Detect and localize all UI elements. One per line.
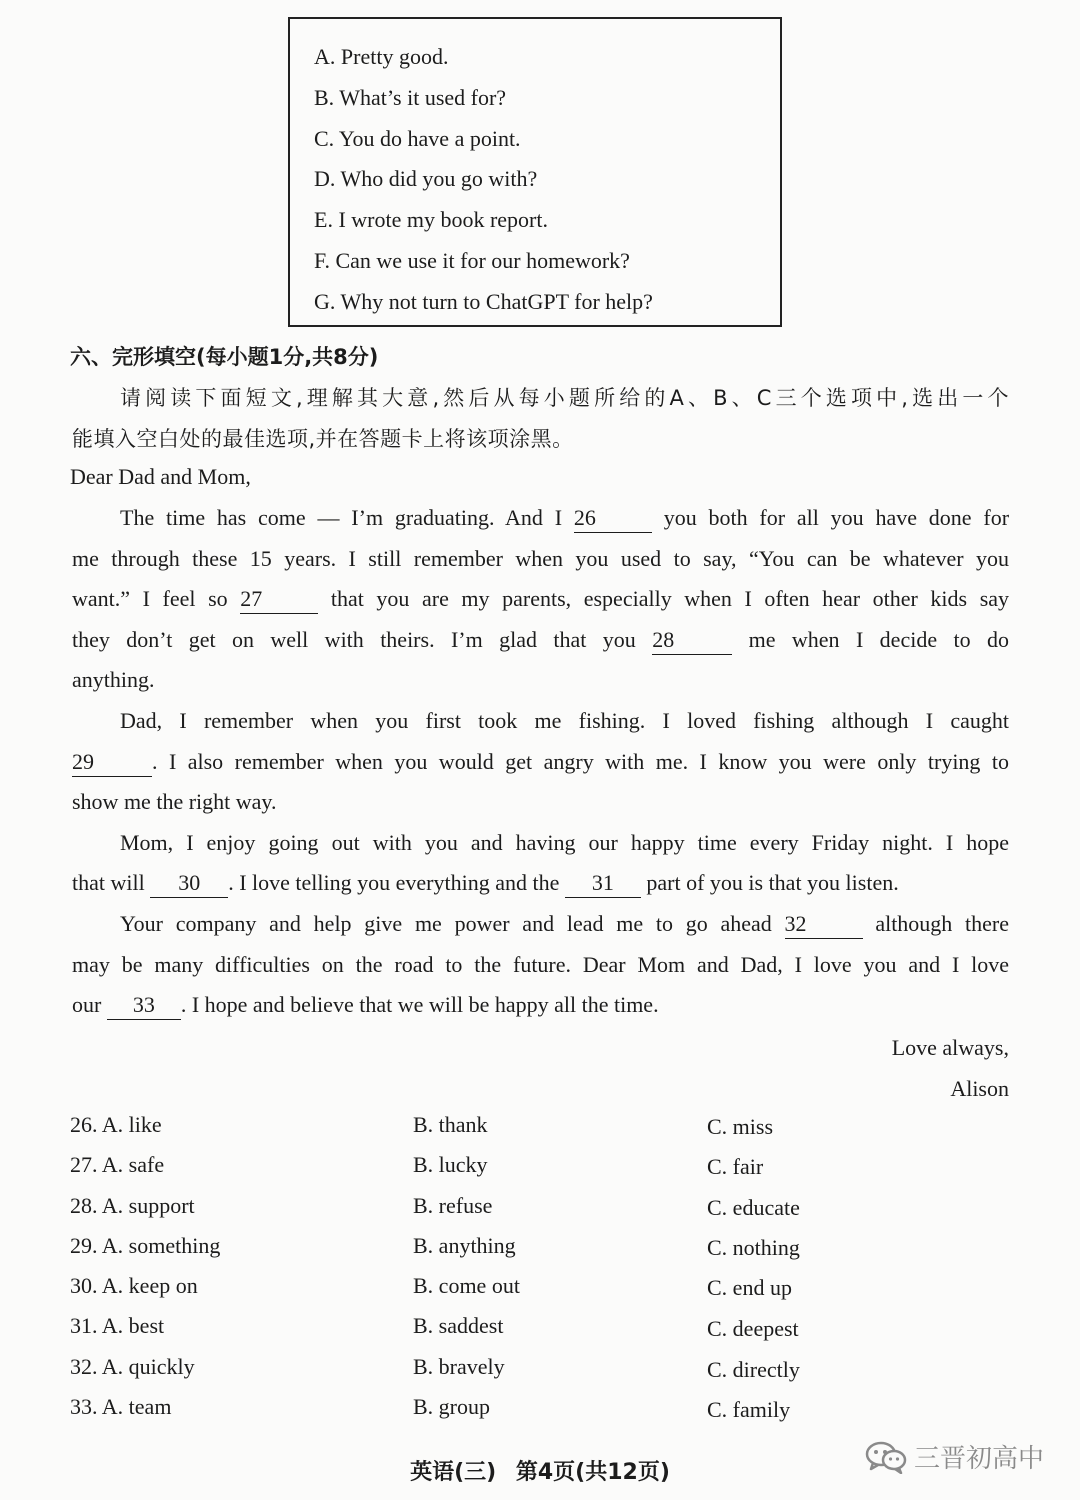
question-27-a: 27. A. safe	[70, 1152, 165, 1177]
letter-closing: Love always,	[891, 1035, 1009, 1060]
letter-line-7: 29 . I also remember when you would get angry with me. I know you were only trying to	[72, 747, 1009, 777]
letter-greeting: Dear Dad and Mom,	[70, 464, 251, 489]
question-26-a: 26. A. like	[70, 1112, 162, 1137]
question-26-b: B. thank	[413, 1112, 488, 1137]
blank-28: 28	[652, 628, 732, 655]
question-31-a: 31. A. best	[70, 1313, 165, 1338]
letter-line-9: Mom, I enjoy going out with you and having our happy time every Friday night. I hope	[120, 830, 1009, 855]
blank-29: 29	[72, 750, 152, 777]
question-30-c: C. end up	[707, 1275, 792, 1300]
letter-line-13: our 33 . I hope and believe that we will be happy all the time.	[72, 990, 659, 1020]
letter-line-10: that will 30 . I love telling you everything and the 31 part of you is that you listen.	[72, 868, 899, 898]
option-f: F. Can we use it for our homework?	[314, 248, 630, 273]
footer-subject: 英语(三)	[410, 1460, 497, 1485]
question-32-a: 32. A. quickly	[70, 1354, 195, 1379]
question-28-b: B. refuse	[413, 1193, 493, 1218]
footer-page-number: 第4页(共12页)	[515, 1460, 670, 1485]
blank-30: 30	[150, 871, 228, 898]
question-26-c: C. miss	[707, 1114, 774, 1139]
question-32-b: B. bravely	[413, 1354, 505, 1379]
option-b: B. What’s it used for?	[314, 85, 507, 110]
letter-line-2: me through these 15 years. I still remember when you used to say, “You can be whatever you	[72, 546, 1009, 571]
letter-line-3: want.” I feel so 27 that you are my parents, especially when I often hear other kids say	[72, 584, 1009, 614]
question-31-c: C. deepest	[707, 1316, 799, 1341]
question-28-a: 28. A. support	[70, 1193, 195, 1218]
section-instruction-1: 请阅读下面短文,理解其大意,然后从每小题所给的A、B、C三个选项中,选出一个	[120, 386, 1009, 410]
option-a: A. Pretty good.	[314, 44, 449, 69]
letter-line-5: anything.	[72, 667, 155, 692]
letter-line-11: Your company and help give me power and lead me to go ahead 32 although there	[120, 909, 1009, 939]
question-29-c: C. nothing	[707, 1235, 800, 1260]
watermark-text: 三晋初高中	[914, 1444, 1045, 1474]
letter-signature: Alison	[950, 1076, 1009, 1101]
option-d: D. Who did you go with?	[314, 166, 538, 191]
dialogue-options-box	[288, 17, 782, 327]
letter-line-6: Dad, I remember when you first took me fishing. I loved fishing although I caught	[120, 708, 1009, 733]
question-31-b: B. saddest	[413, 1313, 504, 1338]
question-33-c: C. family	[707, 1397, 791, 1422]
question-29-b: B. anything	[413, 1233, 516, 1258]
blank-33: 33	[107, 993, 181, 1020]
letter-line-12: may be many difficulties on the road to the future. Dear Mom and Dad, I love you and I love	[72, 952, 1009, 977]
question-33-a: 33. A. team	[70, 1394, 172, 1419]
section-title: 六、完形填空(每小题1分,共8分)	[70, 345, 379, 369]
question-27-b: B. lucky	[413, 1152, 488, 1177]
letter-line-8: show me the right way.	[72, 789, 277, 814]
question-32-c: C. directly	[707, 1357, 800, 1382]
question-27-c: C. fair	[707, 1154, 764, 1179]
blank-31: 31	[565, 871, 641, 898]
option-e: E. I wrote my book report.	[314, 207, 548, 232]
question-28-c: C. educate	[707, 1195, 800, 1220]
watermark	[864, 1438, 1044, 1475]
letter-line-1: The time has come — I’m graduating. And I 26 you both for all you have done for	[120, 503, 1009, 533]
option-c: C. You do have a point.	[314, 126, 521, 151]
question-30-b: B. come out	[413, 1273, 520, 1298]
blank-27: 27	[240, 587, 318, 614]
section-instruction-2: 能填入空白处的最佳选项,并在答题卡上将该项涂黑。	[72, 427, 574, 451]
blank-32: 32	[785, 912, 863, 939]
letter-line-4: they don’t get on well with theirs. I’m glad that you 28 me when I decide to do	[72, 625, 1009, 655]
question-30-a: 30. A. keep on	[70, 1273, 198, 1298]
blank-26: 26	[574, 506, 652, 533]
question-29-a: 29. A. something	[70, 1233, 221, 1258]
option-g: G. Why not turn to ChatGPT for help?	[314, 289, 653, 314]
question-33-b: B. group	[413, 1394, 490, 1419]
wechat-icon	[864, 1440, 908, 1474]
